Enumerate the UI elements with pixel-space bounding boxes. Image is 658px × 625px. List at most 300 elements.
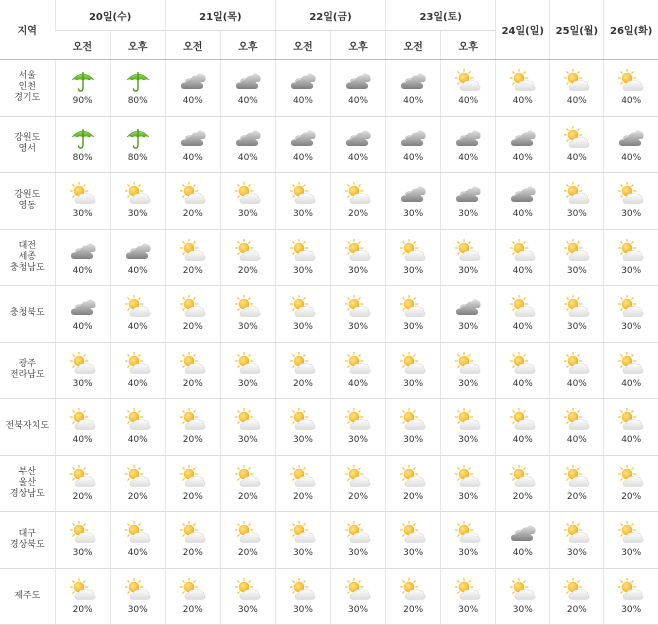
forecast-cell (220, 568, 275, 625)
precipitation-probability: 40% (72, 322, 93, 333)
cloudy-icon (345, 69, 371, 93)
forecast-cell (275, 512, 330, 569)
forecast-cell (550, 60, 604, 117)
precipitation-probability: 40% (348, 152, 369, 163)
region-name-line: 경상남도 (9, 488, 45, 499)
day-header: 24일(일) (496, 0, 550, 60)
sun-cloud-icon (345, 465, 371, 489)
forecast-cell (441, 60, 496, 117)
forecast-cell (165, 399, 220, 456)
forecast-cell (110, 286, 165, 343)
cloudy-icon (70, 239, 96, 263)
forecast-cell (55, 455, 110, 512)
region-name-cell (0, 286, 55, 343)
forecast-cell (55, 568, 110, 625)
region-name-cell (0, 229, 55, 286)
sun-cloud-icon (564, 352, 590, 376)
precipitation-probability: 30% (621, 322, 642, 333)
precipitation-probability: 30% (403, 209, 424, 220)
forecast-cell (386, 116, 441, 173)
precipitation-probability: 30% (292, 322, 313, 333)
forecast-cell (165, 60, 220, 117)
forecast-cell (110, 568, 165, 625)
precipitation-probability: 30% (348, 548, 369, 559)
precipitation-probability: 30% (237, 435, 258, 446)
forecast-cell (331, 60, 386, 117)
precipitation-probability: 30% (566, 322, 587, 333)
forecast-cell (550, 342, 604, 399)
forecast-cell (331, 173, 386, 230)
day-header: 20일(수) (55, 0, 165, 31)
region-name-cell (0, 512, 55, 569)
region-name-line: 울산 (18, 477, 36, 488)
forecast-cell (441, 173, 496, 230)
forecast-cell (275, 455, 330, 512)
precipitation-probability: 40% (237, 96, 258, 107)
precipitation-probability: 30% (621, 604, 642, 615)
forecast-cell (331, 229, 386, 286)
table-row (0, 173, 658, 230)
precipitation-probability: 40% (566, 96, 587, 107)
table-row (0, 342, 658, 399)
table-row (0, 455, 658, 512)
precipitation-probability: 30% (458, 322, 479, 333)
precipitation-probability: 30% (127, 209, 148, 220)
precipitation-probability: 40% (458, 96, 479, 107)
forecast-cell (220, 455, 275, 512)
precipitation-probability: 40% (127, 322, 148, 333)
forecast-cell (331, 116, 386, 173)
sun-cloud-icon (290, 578, 316, 602)
sun-cloud-icon (345, 295, 371, 319)
forecast-cell (386, 512, 441, 569)
precipitation-probability: 20% (182, 604, 203, 615)
precipitation-probability: 30% (237, 378, 258, 389)
precipitation-probability: 80% (72, 152, 93, 163)
precipitation-probability: 30% (458, 548, 479, 559)
sun-cloud-icon (618, 295, 644, 319)
precipitation-probability: 30% (237, 209, 258, 220)
region-name-cell (0, 173, 55, 230)
forecast-cell (110, 455, 165, 512)
region-name-line: 강원도 (14, 189, 41, 200)
forecast-cell (110, 60, 165, 117)
precipitation-probability: 40% (512, 435, 533, 446)
precipitation-probability: 20% (182, 378, 203, 389)
sun-cloud-icon (180, 578, 206, 602)
sun-cloud-icon (345, 578, 371, 602)
sun-cloud-icon (70, 352, 96, 376)
precipitation-probability: 20% (182, 265, 203, 276)
sun-cloud-icon (564, 239, 590, 263)
cloudy-icon (455, 295, 481, 319)
forecast-cell (220, 342, 275, 399)
precipitation-probability: 20% (237, 491, 258, 502)
forecast-cell (550, 116, 604, 173)
sun-cloud-icon (125, 408, 151, 432)
sun-cloud-icon (400, 465, 426, 489)
precipitation-probability: 20% (127, 491, 148, 502)
sun-cloud-icon (290, 352, 316, 376)
forecast-cell (220, 116, 275, 173)
precipitation-probability: 40% (512, 209, 533, 220)
forecast-cell (110, 173, 165, 230)
am-header: 오전 (275, 31, 330, 60)
sun-cloud-icon (564, 521, 590, 545)
precipitation-probability: 30% (566, 209, 587, 220)
precipitation-probability: 30% (458, 378, 479, 389)
forecast-cell (550, 173, 604, 230)
precipitation-probability: 30% (292, 435, 313, 446)
sun-cloud-icon (618, 465, 644, 489)
precipitation-probability: 20% (182, 435, 203, 446)
precipitation-probability: 20% (512, 491, 533, 502)
sun-cloud-icon (180, 521, 206, 545)
region-name-line: 경상북도 (9, 539, 45, 550)
cloudy-icon (400, 182, 426, 206)
region-column-header: 지역 (0, 0, 55, 60)
forecast-cell (550, 229, 604, 286)
precipitation-probability: 30% (566, 548, 587, 559)
region-name-line: 전라남도 (9, 370, 45, 381)
precipitation-probability: 40% (566, 435, 587, 446)
forecast-cell (386, 229, 441, 286)
sun-cloud-icon (235, 465, 261, 489)
forecast-cell (55, 512, 110, 569)
precipitation-probability: 20% (72, 604, 93, 615)
sun-cloud-icon (180, 465, 206, 489)
table-row (0, 568, 658, 625)
forecast-cell (496, 173, 550, 230)
region-name-line: 인천 (18, 82, 36, 93)
precipitation-probability: 20% (403, 491, 424, 502)
precipitation-probability: 40% (512, 152, 533, 163)
precipitation-probability: 30% (458, 209, 479, 220)
precipitation-probability: 40% (237, 152, 258, 163)
sun-cloud-icon (618, 352, 644, 376)
precipitation-probability: 40% (512, 96, 533, 107)
precipitation-probability: 20% (72, 491, 93, 502)
sun-cloud-icon (564, 408, 590, 432)
forecast-cell (220, 229, 275, 286)
region-name-cell (0, 568, 55, 625)
precipitation-probability: 30% (512, 604, 533, 615)
cloudy-icon (455, 182, 481, 206)
precipitation-probability: 40% (403, 96, 424, 107)
forecast-cell (165, 286, 220, 343)
cloudy-icon (290, 126, 316, 150)
forecast-cell (55, 60, 110, 117)
precipitation-probability: 20% (237, 265, 258, 276)
precipitation-probability: 30% (458, 435, 479, 446)
region-name-line: 강원도 (14, 133, 41, 144)
umbrella-rain-icon (70, 69, 96, 93)
sun-cloud-icon (235, 239, 261, 263)
forecast-cell (441, 455, 496, 512)
umbrella-rain-icon (70, 126, 96, 150)
forecast-cell (441, 229, 496, 286)
sun-cloud-icon (180, 182, 206, 206)
forecast-cell (331, 342, 386, 399)
forecast-cell (604, 512, 658, 569)
region-name-cell (0, 455, 55, 512)
precipitation-probability: 40% (348, 378, 369, 389)
precipitation-probability: 30% (72, 378, 93, 389)
precipitation-probability: 30% (621, 265, 642, 276)
pm-header: 오후 (331, 31, 386, 60)
region-name-line: 영서 (18, 144, 36, 155)
forecast-cell (331, 286, 386, 343)
sun-cloud-icon (290, 239, 316, 263)
sun-cloud-icon (125, 521, 151, 545)
sun-cloud-icon (70, 182, 96, 206)
forecast-cell (550, 455, 604, 512)
precipitation-probability: 30% (403, 548, 424, 559)
sun-cloud-icon (400, 352, 426, 376)
sun-cloud-icon (180, 239, 206, 263)
cloudy-icon (345, 126, 371, 150)
precipitation-probability: 30% (72, 209, 93, 220)
forecast-cell (55, 342, 110, 399)
forecast-cell (496, 342, 550, 399)
forecast-cell (220, 399, 275, 456)
forecast-cell (496, 399, 550, 456)
precipitation-probability: 40% (292, 96, 313, 107)
region-name-line: 제주도 (14, 590, 41, 601)
precipitation-probability: 20% (566, 604, 587, 615)
forecast-cell (220, 60, 275, 117)
precipitation-probability: 40% (566, 152, 587, 163)
region-name-line: 대구 (18, 528, 36, 539)
day-header: 25일(월) (550, 0, 604, 60)
forecast-cell (604, 399, 658, 456)
sun-cloud-icon (618, 408, 644, 432)
precipitation-probability: 40% (127, 265, 148, 276)
forecast-cell (604, 568, 658, 625)
sun-cloud-icon (455, 69, 481, 93)
precipitation-probability: 20% (182, 491, 203, 502)
sun-cloud-icon (510, 295, 536, 319)
sun-cloud-icon (180, 408, 206, 432)
cloudy-icon (400, 69, 426, 93)
precipitation-probability: 30% (237, 604, 258, 615)
precipitation-probability: 40% (182, 96, 203, 107)
precipitation-probability: 40% (621, 96, 642, 107)
precipitation-probability: 40% (512, 378, 533, 389)
precipitation-probability: 30% (292, 604, 313, 615)
pm-header: 오후 (220, 31, 275, 60)
sun-cloud-icon (618, 521, 644, 545)
precipitation-probability: 20% (292, 491, 313, 502)
precipitation-probability: 40% (127, 435, 148, 446)
forecast-cell (441, 286, 496, 343)
table-row (0, 60, 658, 117)
sun-cloud-icon (400, 521, 426, 545)
forecast-cell (165, 173, 220, 230)
forecast-cell (165, 455, 220, 512)
sun-cloud-icon (618, 69, 644, 93)
region-name-line: 영동 (18, 200, 36, 211)
region-name-line: 충청북도 (9, 308, 45, 319)
forecast-cell (331, 455, 386, 512)
region-name-line: 광주 (18, 359, 36, 370)
precipitation-probability: 20% (182, 209, 203, 220)
sun-cloud-icon (564, 69, 590, 93)
forecast-cell (331, 399, 386, 456)
forecast-cell (165, 568, 220, 625)
forecast-cell (441, 342, 496, 399)
sun-cloud-icon (510, 352, 536, 376)
sun-cloud-icon (455, 408, 481, 432)
table-row (0, 116, 658, 173)
region-name-cell (0, 342, 55, 399)
precipitation-probability: 80% (127, 152, 148, 163)
cloudy-icon (235, 69, 261, 93)
sun-cloud-icon (235, 408, 261, 432)
forecast-cell (550, 399, 604, 456)
sun-cloud-icon (455, 578, 481, 602)
sun-cloud-icon (290, 182, 316, 206)
sun-cloud-icon (235, 352, 261, 376)
precipitation-probability: 40% (458, 152, 479, 163)
precipitation-probability: 30% (348, 435, 369, 446)
precipitation-probability: 30% (566, 265, 587, 276)
precipitation-probability: 40% (621, 435, 642, 446)
precipitation-probability: 40% (512, 265, 533, 276)
precipitation-probability: 30% (72, 548, 93, 559)
table-row (0, 512, 658, 569)
forecast-cell (550, 286, 604, 343)
precipitation-probability: 20% (566, 491, 587, 502)
sun-cloud-icon (290, 465, 316, 489)
forecast-cell (550, 512, 604, 569)
region-name-cell (0, 116, 55, 173)
sun-cloud-icon (510, 578, 536, 602)
forecast-cell (275, 342, 330, 399)
region-name-line: 부산 (18, 466, 36, 477)
forecast-cell (220, 173, 275, 230)
day-header: 21일(목) (165, 0, 275, 31)
forecast-cell (604, 116, 658, 173)
sun-cloud-icon (125, 182, 151, 206)
sun-cloud-icon (564, 126, 590, 150)
forecast-cell (165, 116, 220, 173)
cloudy-icon (510, 521, 536, 545)
precipitation-probability: 30% (403, 322, 424, 333)
table-row (0, 399, 658, 456)
sun-cloud-icon (455, 521, 481, 545)
umbrella-rain-icon (125, 69, 151, 93)
forecast-cell (386, 568, 441, 625)
cloudy-icon (180, 69, 206, 93)
cloudy-icon (510, 126, 536, 150)
forecast-cell (496, 116, 550, 173)
forecast-cell (441, 116, 496, 173)
precipitation-probability: 30% (237, 322, 258, 333)
cloudy-icon (455, 126, 481, 150)
day-header: 23일(토) (386, 0, 496, 31)
sun-cloud-icon (455, 465, 481, 489)
sun-cloud-icon (235, 182, 261, 206)
precipitation-probability: 40% (292, 152, 313, 163)
cloudy-icon (510, 182, 536, 206)
sun-cloud-icon (180, 295, 206, 319)
precipitation-probability: 40% (127, 548, 148, 559)
sun-cloud-icon (510, 239, 536, 263)
precipitation-probability: 40% (566, 378, 587, 389)
precipitation-probability: 20% (237, 548, 258, 559)
forecast-cell (55, 116, 110, 173)
forecast-cell (165, 229, 220, 286)
sun-cloud-icon (400, 295, 426, 319)
cloudy-icon (125, 239, 151, 263)
sun-cloud-icon (345, 408, 371, 432)
forecast-cell (55, 173, 110, 230)
precipitation-probability: 40% (621, 378, 642, 389)
sun-cloud-icon (290, 408, 316, 432)
precipitation-probability: 30% (292, 265, 313, 276)
sun-cloud-icon (510, 408, 536, 432)
forecast-cell (110, 116, 165, 173)
sun-cloud-icon (125, 578, 151, 602)
precipitation-probability: 30% (621, 209, 642, 220)
precipitation-probability: 40% (348, 96, 369, 107)
forecast-cell (165, 512, 220, 569)
sun-cloud-icon (290, 295, 316, 319)
forecast-cell (496, 60, 550, 117)
sun-cloud-icon (510, 69, 536, 93)
forecast-cell (275, 116, 330, 173)
cloudy-icon (70, 295, 96, 319)
sun-cloud-icon (564, 578, 590, 602)
forecast-cell (110, 399, 165, 456)
sun-cloud-icon (125, 465, 151, 489)
precipitation-probability: 30% (348, 322, 369, 333)
precipitation-probability: 30% (403, 378, 424, 389)
forecast-cell (331, 568, 386, 625)
forecast-cell (110, 342, 165, 399)
day-header: 22일(금) (275, 0, 385, 31)
cloudy-icon (290, 69, 316, 93)
forecast-cell (386, 60, 441, 117)
forecast-cell (496, 286, 550, 343)
sun-cloud-icon (564, 182, 590, 206)
sun-cloud-icon (235, 521, 261, 545)
forecast-cell (496, 229, 550, 286)
sun-cloud-icon (345, 182, 371, 206)
sun-cloud-icon (70, 408, 96, 432)
forecast-cell (496, 512, 550, 569)
cloudy-icon (618, 126, 644, 150)
precipitation-probability: 40% (127, 378, 148, 389)
sun-cloud-icon (235, 295, 261, 319)
forecast-cell (275, 60, 330, 117)
cloudy-icon (400, 126, 426, 150)
sun-cloud-icon (455, 352, 481, 376)
precipitation-probability: 20% (292, 378, 313, 389)
sun-cloud-icon (345, 239, 371, 263)
forecast-cell (275, 286, 330, 343)
precipitation-probability: 30% (348, 604, 369, 615)
precipitation-probability: 30% (403, 435, 424, 446)
forecast-cell (220, 286, 275, 343)
sun-cloud-icon (618, 239, 644, 263)
precipitation-probability: 30% (458, 265, 479, 276)
table-header (0, 0, 658, 60)
region-name-line: 전북자치도 (5, 421, 50, 432)
precipitation-probability: 30% (458, 491, 479, 502)
region-name-line: 서울 (18, 71, 36, 82)
